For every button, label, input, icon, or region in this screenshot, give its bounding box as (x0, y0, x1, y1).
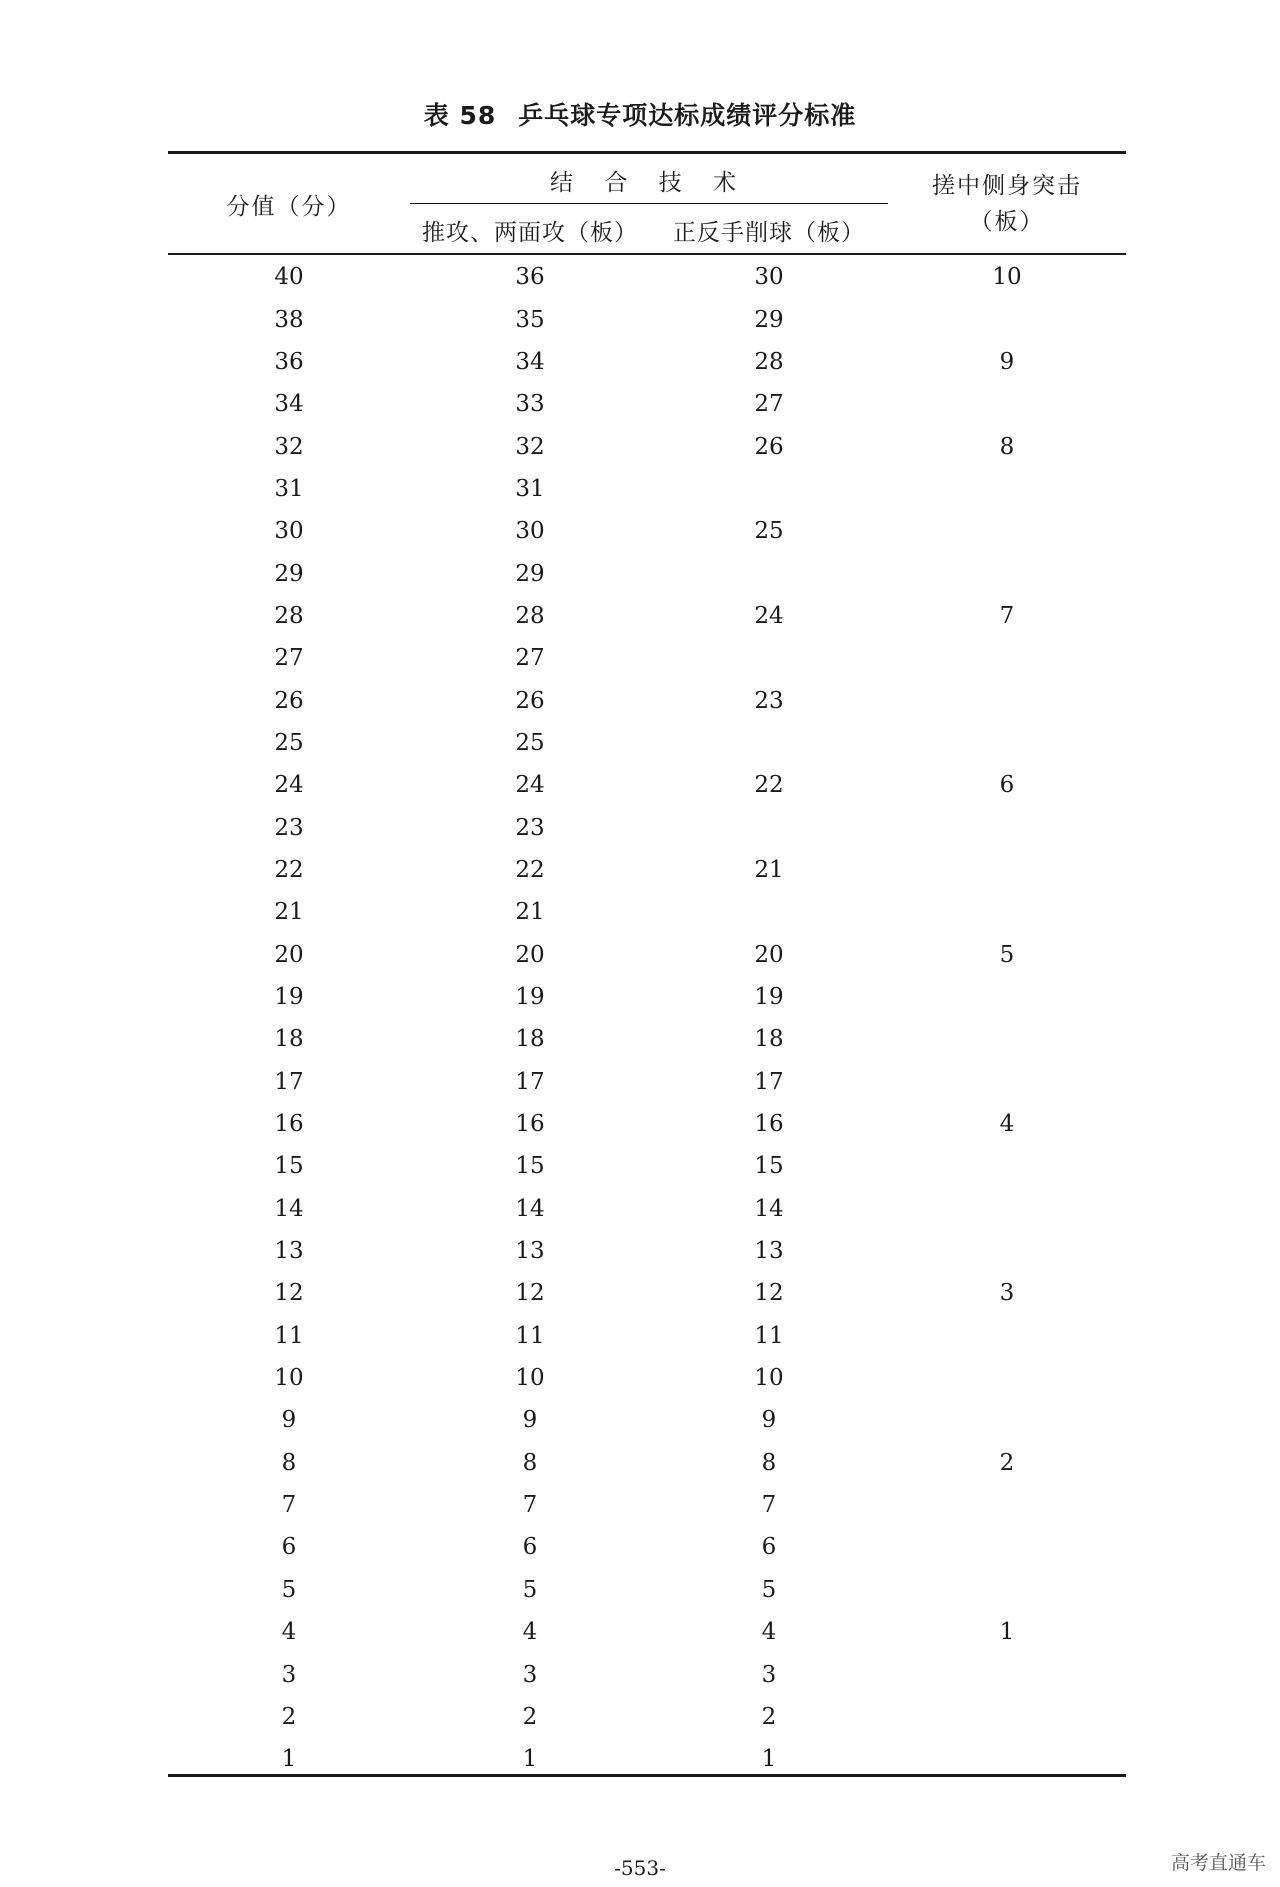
table-row (168, 1357, 1126, 1399)
table-cell: 30 (515, 518, 545, 545)
table-cell: 7 (761, 1492, 777, 1519)
table-cell: 1 (761, 1746, 777, 1773)
watermark: 高考直通车 (1170, 1852, 1266, 1874)
table-cell: 14 (754, 1195, 784, 1222)
table-cell: 22 (515, 856, 545, 883)
table-cell: 5 (999, 941, 1015, 968)
table-cell: 24 (515, 772, 545, 799)
table-cell: 30 (274, 518, 304, 545)
header-side-attack-line1: 搓中侧身突击 (932, 173, 1082, 199)
table-cell: 3 (761, 1661, 777, 1688)
table-row (168, 1061, 1126, 1103)
table-cell: 23 (754, 687, 784, 714)
table-row (168, 679, 1126, 721)
table-cell: 9 (522, 1407, 538, 1434)
table-row (168, 1653, 1126, 1695)
table-cell: 12 (515, 1280, 545, 1307)
table-row (168, 425, 1126, 467)
table-cell: 4 (281, 1619, 297, 1646)
table-row (168, 806, 1126, 848)
table-cell: 4 (761, 1619, 777, 1646)
table-row (168, 298, 1126, 340)
table-cell: 36 (274, 348, 304, 375)
table-cell: 7 (281, 1492, 297, 1519)
table-cell: 17 (274, 1068, 304, 1095)
table-cell: 13 (515, 1238, 545, 1265)
header-forehand-chop: 正反手削球（板） (673, 220, 865, 246)
table-cell: 8 (522, 1449, 538, 1476)
table-cell: 26 (515, 687, 545, 714)
table-cell: 12 (754, 1280, 784, 1307)
table-cell: 16 (515, 1111, 545, 1138)
table-row (168, 552, 1126, 594)
table-row (168, 1272, 1126, 1314)
table-cell: 13 (754, 1238, 784, 1265)
table-cell: 28 (274, 602, 304, 629)
table-cell: 31 (274, 475, 304, 502)
table-cell: 9 (761, 1407, 777, 1434)
table-cell: 19 (754, 984, 784, 1011)
table-row (168, 764, 1126, 806)
table-cell: 40 (274, 264, 304, 291)
table-cell: 21 (515, 899, 545, 926)
header-sub-rule (410, 203, 888, 204)
table-cell: 9 (281, 1407, 297, 1434)
table-cell: 1 (522, 1746, 538, 1773)
table-cell: 25 (515, 729, 545, 756)
table-cell: 9 (999, 348, 1015, 375)
table-cell: 3 (281, 1661, 297, 1688)
table-cell: 6 (281, 1534, 297, 1561)
table-body (168, 256, 1126, 1780)
table-row (168, 1526, 1126, 1568)
bottom-rule (168, 1774, 1126, 1777)
table-cell: 5 (281, 1576, 297, 1603)
table-cell: 4 (999, 1111, 1015, 1138)
table-cell: 33 (515, 391, 545, 418)
table-cell: 19 (515, 984, 545, 1011)
page-number: -553- (614, 1856, 666, 1880)
table-cell: 3 (999, 1280, 1015, 1307)
table-cell: 14 (515, 1195, 545, 1222)
table-cell: 10 (992, 264, 1022, 291)
table-cell: 11 (515, 1322, 545, 1349)
table-row (168, 1569, 1126, 1611)
table-row (168, 1696, 1126, 1738)
table-row (168, 1442, 1126, 1484)
table-cell: 25 (754, 518, 784, 545)
table-cell: 25 (274, 729, 304, 756)
table-row (168, 341, 1126, 383)
table-row (168, 1315, 1126, 1357)
table-cell: 29 (754, 306, 784, 333)
table-cell: 27 (515, 645, 545, 672)
table-cell: 29 (274, 560, 304, 587)
table-cell: 27 (754, 391, 784, 418)
table-cell: 23 (274, 814, 304, 841)
table-cell: 7 (522, 1492, 538, 1519)
table-cell: 23 (515, 814, 545, 841)
table-cell: 26 (754, 433, 784, 460)
table-cell: 22 (274, 856, 304, 883)
table-cell: 17 (515, 1068, 545, 1095)
table-cell: 2 (522, 1703, 538, 1730)
table-cell: 6 (522, 1534, 538, 1561)
header-side-attack-line2: （板） (969, 209, 1045, 235)
table-cell: 18 (754, 1026, 784, 1053)
table-cell: 8 (999, 433, 1015, 460)
table-cell: 29 (515, 560, 545, 587)
header-rule (168, 253, 1126, 255)
table-cell: 28 (515, 602, 545, 629)
table-cell: 21 (754, 856, 784, 883)
table-row (168, 976, 1126, 1018)
table-cell: 31 (515, 475, 545, 502)
table-row (168, 722, 1126, 764)
table-row (168, 510, 1126, 552)
table-cell: 32 (274, 433, 304, 460)
table-title (0, 96, 1280, 132)
table-cell: 15 (754, 1153, 784, 1180)
table-row (168, 891, 1126, 933)
table-row (168, 1145, 1126, 1187)
table-cell: 2 (761, 1703, 777, 1730)
table-cell: 24 (754, 602, 784, 629)
table-cell: 16 (274, 1111, 304, 1138)
table-cell: 6 (999, 772, 1015, 799)
table-cell: 28 (754, 348, 784, 375)
table-row (168, 1611, 1126, 1653)
table-row (168, 1484, 1126, 1526)
table-cell: 18 (515, 1026, 545, 1053)
table-row (168, 468, 1126, 510)
table-cell: 34 (515, 348, 545, 375)
table-row (168, 1188, 1126, 1230)
table-cell: 30 (754, 264, 784, 291)
table-cell: 11 (754, 1322, 784, 1349)
table-row (168, 383, 1126, 425)
table-cell: 1 (999, 1619, 1015, 1646)
table-cell: 34 (274, 391, 304, 418)
table-cell: 20 (754, 941, 784, 968)
header-push-attack: 推攻、两面攻（板） (422, 220, 638, 246)
table-cell: 26 (274, 687, 304, 714)
table-cell: 10 (274, 1365, 304, 1392)
table-row (168, 1230, 1126, 1272)
table-row (168, 1103, 1126, 1145)
table-row (168, 256, 1126, 298)
table-cell: 17 (754, 1068, 784, 1095)
table-cell: 4 (522, 1619, 538, 1646)
table-cell: 38 (274, 306, 304, 333)
table-row (168, 1018, 1126, 1060)
table-cell: 20 (274, 941, 304, 968)
table-cell: 20 (515, 941, 545, 968)
table-cell: 27 (274, 645, 304, 672)
table-cell: 10 (754, 1365, 784, 1392)
table-cell: 12 (274, 1280, 304, 1307)
table-cell: 6 (761, 1534, 777, 1561)
table-title-text: 乒乓球专项达标成绩评分标准 (518, 101, 857, 130)
table-cell: 2 (999, 1449, 1015, 1476)
table-cell: 18 (274, 1026, 304, 1053)
table-cell: 2 (281, 1703, 297, 1730)
table-cell: 15 (274, 1153, 304, 1180)
table-row (168, 637, 1126, 679)
table-cell: 35 (515, 306, 545, 333)
table-cell: 10 (515, 1365, 545, 1392)
table-cell: 13 (274, 1238, 304, 1265)
table-cell: 3 (522, 1661, 538, 1688)
table-cell: 15 (515, 1153, 545, 1180)
table-cell: 32 (515, 433, 545, 460)
table-row (168, 934, 1126, 976)
table-cell: 1 (281, 1746, 297, 1773)
table-row (168, 595, 1126, 637)
table-cell: 36 (515, 264, 545, 291)
header-side-attack (888, 168, 1126, 240)
table-cell: 22 (754, 772, 784, 799)
table-cell: 7 (999, 602, 1015, 629)
table-number: 表 58 (423, 101, 497, 130)
header-score: 分值（分） (226, 194, 352, 220)
table-cell: 16 (754, 1111, 784, 1138)
table-cell: 21 (274, 899, 304, 926)
table-row (168, 1399, 1126, 1441)
table-row (168, 849, 1126, 891)
top-rule (168, 151, 1126, 154)
table-cell: 8 (281, 1449, 297, 1476)
table-cell: 8 (761, 1449, 777, 1476)
table-cell: 11 (274, 1322, 304, 1349)
table-cell: 19 (274, 984, 304, 1011)
table-cell: 5 (522, 1576, 538, 1603)
header-combined-technique: 结 合 技 术 (550, 170, 748, 196)
table-cell: 24 (274, 772, 304, 799)
table-cell: 14 (274, 1195, 304, 1222)
table-cell: 5 (761, 1576, 777, 1603)
